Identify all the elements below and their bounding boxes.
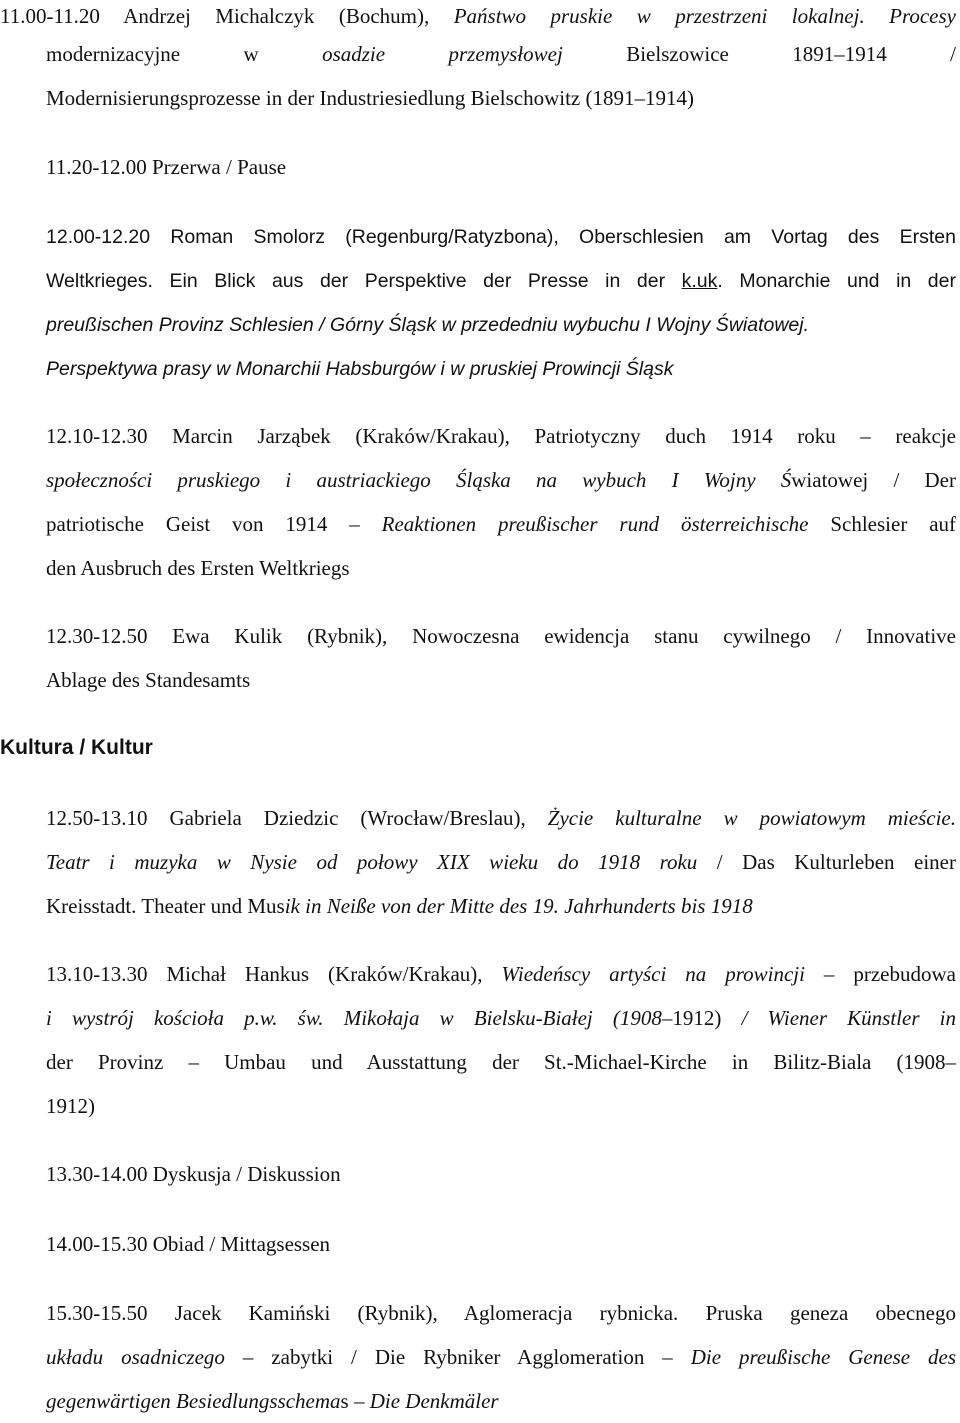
entry-text: Weltkrieges. Ein Blick aus der Perspektive der Presse in der (46, 270, 682, 292)
entry-text: Schlesier auf (808, 512, 957, 536)
program-entry-dziedzic (46, 796, 956, 928)
program-entry-discussion: 13.30-14.00 Dyskusja / Diskussion (46, 1162, 341, 1186)
entry-text: . Monarchie und in der (717, 270, 956, 292)
program-entry-kulik (46, 614, 956, 702)
entry-text: Bielszowice 1891–1914 / (562, 42, 956, 66)
entry-text: Modernisierungsprozesse in der Industriesiedlung Bielschowitz (1891–1914) (46, 86, 694, 110)
program-entry-jarzabek (46, 414, 956, 590)
entry-title: Wiedeńscy artyści na prowincji (501, 962, 805, 986)
entry-line (46, 884, 956, 928)
entry-text: 12.10-12.30 Marcin Jarząbek (Kraków/Krakau), Patriotyczny duch 1914 roku – reakcje (46, 424, 956, 448)
entry-line (46, 32, 956, 76)
entry-text: / Das Kulturleben einer (697, 850, 956, 874)
entry-text: 12.00-12.20 Roman Smolorz (Regenburg/Ratyzbona), Oberschlesien am Vortag des Ersten (46, 226, 956, 248)
entry-text: modernizacyjne w (46, 42, 323, 66)
program-entry-lunch: 14.00-15.30 Obiad / Mittagsessen (46, 1232, 331, 1256)
entry-title: układu osadniczego (46, 1345, 225, 1369)
entry-text: wiatowej / Der (791, 468, 956, 492)
entry-line (46, 1379, 956, 1423)
program-entry-pause: 11.20-12.00 Przerwa / Pause (46, 155, 287, 179)
entry-text: 11.00-11.20 Andrzej Michalczyk (Bochum), (0, 4, 454, 28)
entry-title: Perspektywa prasy w Monarchii Habsburgów i w pruskiej Prowincji Śląsk (46, 358, 674, 380)
entry-title: gegenwärtigen Besiedlungsschema (46, 1389, 341, 1413)
entry-title: Reaktionen preußischer rund österreichische (381, 512, 809, 536)
entry-line (46, 796, 956, 840)
program-entry-kaminski (46, 1291, 956, 1423)
entry-text: 15.30-15.50 Jacek Kamiński (Rybnik), Aglomeracja rybnicka. Pruska geneza obecnego (46, 1301, 956, 1325)
entry-text: 12.30-12.50 Ewa Kulik (Rybnik), Nowoczesna ewidencja stanu cywilnego / Innovative (46, 624, 956, 648)
entry-title: ik in Neiße von der Mitte des 19. Jahrhunderts bis 1918 (284, 894, 753, 918)
entry-text: Kreisstadt. Theater und Mus (46, 894, 285, 918)
entry-text: 1912) (46, 1094, 95, 1118)
entry-line (46, 1335, 956, 1379)
entry-line (46, 502, 956, 546)
entry-text: –1912) (661, 1006, 742, 1030)
program-entry-smolorz (46, 215, 956, 391)
entry-text: patriotische Geist von 1914 – (46, 512, 382, 536)
entry-title: społeczności pruskiego i austriackiego Śląska na wybuch I Wojny Ś (46, 468, 792, 492)
entry-title: preußischen Provinz Schlesien / Górny Śląsk w przededniu wybuchu I Wojny Światowej. (46, 314, 810, 336)
entry-text: den Ausbruch des Ersten Weltkriegs (46, 556, 350, 580)
entry-text: – przebudowa (804, 962, 956, 986)
entry-text: – zabytki / Die Rybniker Agglomeration – (224, 1345, 691, 1369)
program-entry-hankus (46, 952, 956, 1128)
entry-text: der Provinz – Umbau und Ausstattung der St.-Michael-Kirche in Bilitz-Biala (1908– (46, 1050, 956, 1074)
entry-text: Ablage des Standesamts (46, 668, 251, 692)
entry-line (46, 952, 956, 996)
entry-line (46, 259, 956, 303)
entry-text: 13.10-13.30 Michał Hankus (Kraków/Krakau), (46, 962, 502, 986)
entry-title: Teatr i muzyka w Nysie od połowy XIX wieku do 1918 roku (46, 850, 698, 874)
entry-title: / Wiener Künstler in (741, 1006, 956, 1030)
entry-title: osadzie przemysłowej (322, 42, 563, 66)
section-heading-kultura: Kultura / Kultur (0, 736, 153, 759)
entry-text: s (340, 1389, 349, 1413)
entry-text-underlined: k.uk (681, 270, 718, 292)
entry-text: 12.50-13.10 Gabriela Dziedzic (Wrocław/Breslau), (46, 806, 548, 830)
entry-title: – Die Denkmäler (348, 1389, 499, 1413)
entry-title: i wystrój kościoła p.w. św. Mikołaja w Bielsku-Białej (1908 (46, 1006, 662, 1030)
entry-title: Państwo pruskie w przestrzeni lokalnej. Procesy (453, 4, 956, 28)
entry-title: Życie kulturalne w powiatowym mieście. (547, 806, 956, 830)
entry-line (46, 840, 956, 884)
entry-title: Die preußische Genese des (690, 1345, 956, 1369)
program-entry-michalczyk-cont (46, 32, 956, 120)
entry-line (46, 996, 956, 1040)
entry-line (46, 458, 956, 502)
